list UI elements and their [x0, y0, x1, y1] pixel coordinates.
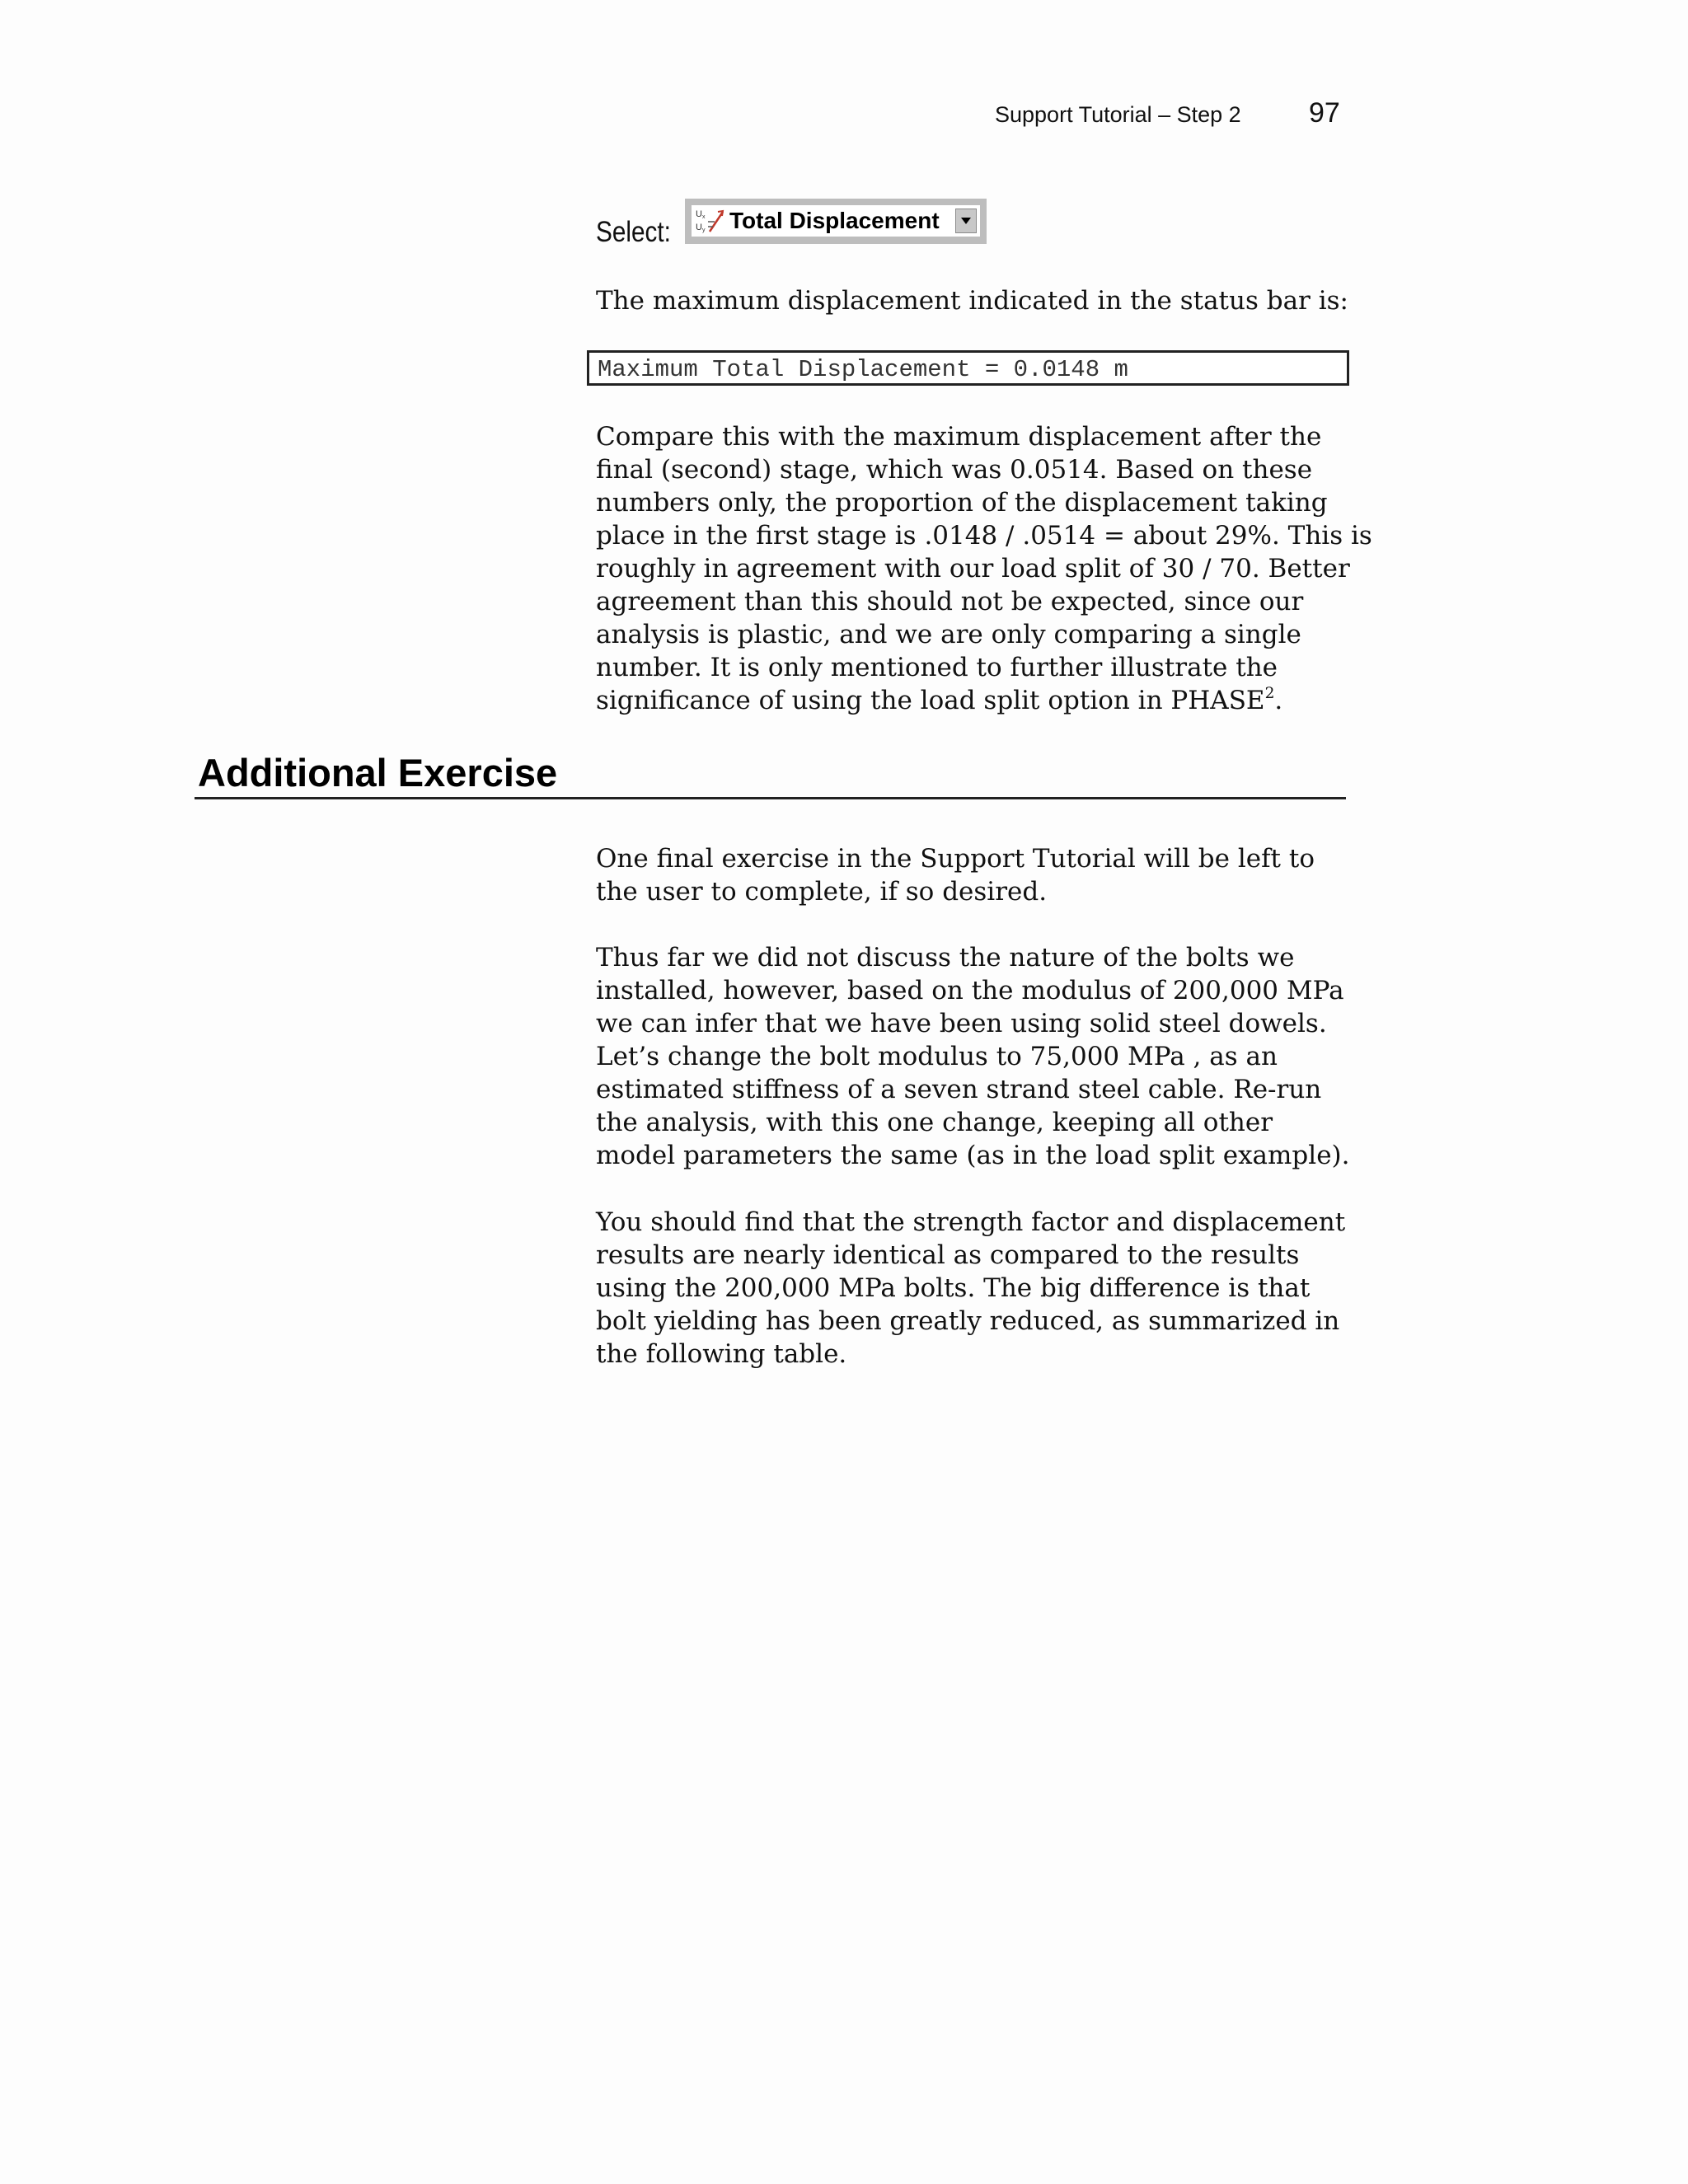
- text-line: One final exercise in the Support Tutorial will be left to: [596, 844, 1315, 874]
- text-line: [596, 684, 1354, 717]
- text-line: model parameters the same (as in the load split example).: [596, 1141, 1350, 1170]
- paragraph-results: [596, 1206, 1354, 1371]
- text-line: place in the first stage is .0148 / .0514 = about 29%. This is: [596, 521, 1372, 551]
- paragraph-bolt-modulus: [596, 941, 1354, 1172]
- text-line: roughly in agreement with our load split of 30 / 70. Better: [596, 554, 1350, 583]
- chevron-down-icon[interactable]: [955, 209, 977, 233]
- svg-text:x: x: [702, 214, 706, 220]
- displacement-icon: [695, 207, 726, 235]
- text-line-suffix: .: [1274, 686, 1283, 715]
- svg-text:U: U: [696, 223, 702, 232]
- svg-text:U: U: [696, 209, 702, 219]
- page-number: 97: [1309, 97, 1340, 129]
- text-line: agreement than this should not be expected, since our: [596, 587, 1304, 616]
- text-line: the following table.: [596, 1339, 847, 1369]
- text-line-prefix: significance of using the load split option in PHASE: [596, 686, 1265, 715]
- text-line: Thus far we did not discuss the nature of the bolts we: [596, 943, 1295, 972]
- text-line: You should find that the strength factor and displacement: [596, 1207, 1346, 1237]
- dropdown-field[interactable]: [692, 205, 980, 237]
- section-divider: [195, 797, 1346, 799]
- select-label: Select:: [596, 216, 671, 248]
- status-bar-readout: [587, 350, 1349, 386]
- status-bar-intro: The maximum displacement indicated in the status bar is:: [596, 286, 1349, 316]
- header-title: Support Tutorial – Step 2: [995, 102, 1241, 127]
- text-line: using the 200,000 MPa bolts. The big difference is that: [596, 1273, 1311, 1303]
- paragraph-comparison: [596, 420, 1372, 717]
- text-line: number. It is only mentioned to further illustrate the: [596, 653, 1278, 682]
- text-line: bolt yielding has been greatly reduced, as summarized in: [596, 1306, 1340, 1336]
- text-line: estimated stiffness of a seven strand steel cable. Re-run: [596, 1075, 1322, 1104]
- text-line: Compare this with the maximum displacement after the: [596, 422, 1322, 452]
- text-line: we can infer that we have been using solid steel dowels.: [596, 1009, 1327, 1038]
- text-line: the analysis, with this one change, keeping all other: [596, 1108, 1273, 1137]
- text-line: analysis is plastic, and we are only comparing a single: [596, 620, 1301, 649]
- text-line: the user to complete, if so desired.: [596, 877, 1048, 907]
- text-line: installed, however, based on the modulus of 200,000 MPa: [596, 976, 1344, 1005]
- svg-text:y: y: [702, 227, 706, 233]
- text-line: final (second) stage, which was 0.0514. Based on these: [596, 455, 1313, 485]
- text-line: results are nearly identical as compared to the results: [596, 1240, 1300, 1270]
- status-bar-text: Maximum Total Displacement = 0.0148 m: [598, 356, 1128, 383]
- total-displacement-dropdown[interactable]: [685, 199, 987, 244]
- paragraph-final-exercise: [596, 842, 1354, 908]
- superscript: 2: [1264, 684, 1275, 702]
- dropdown-selected-value: Total Displacement: [729, 208, 940, 233]
- text-line: Let’s change the bolt modulus to 75,000 MPa , as an: [596, 1042, 1278, 1071]
- section-heading: Additional Exercise: [198, 751, 558, 794]
- text-line: numbers only, the proportion of the displacement taking: [596, 488, 1328, 518]
